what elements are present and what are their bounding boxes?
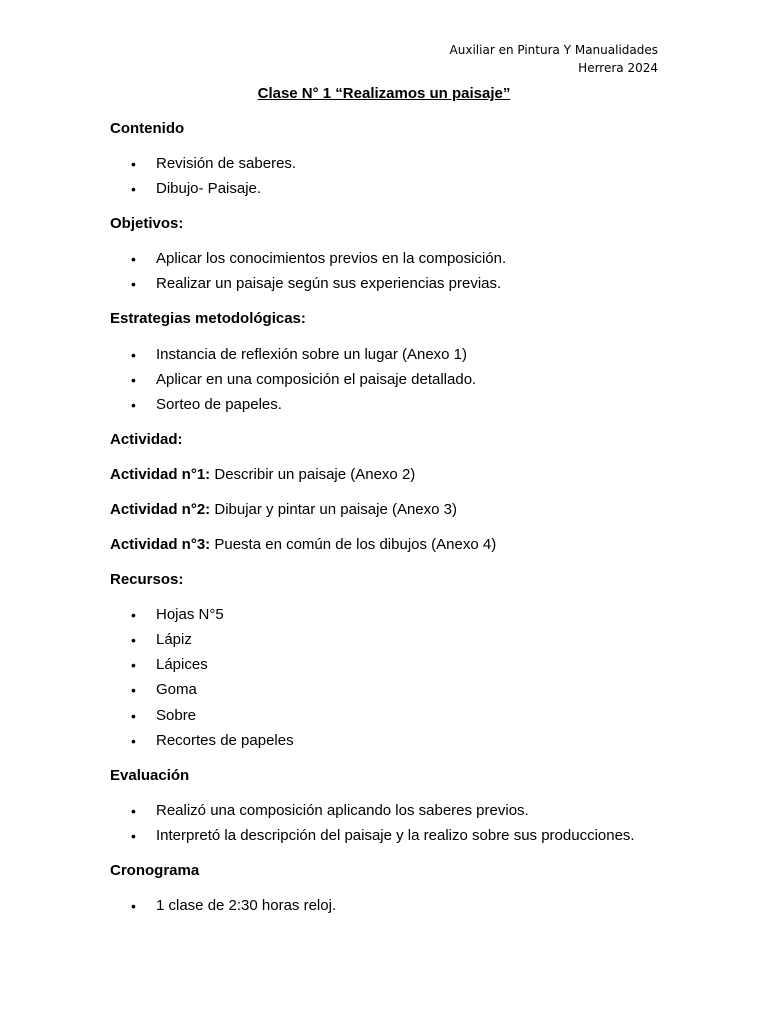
list-item-text: Aplicar en una composición el paisaje detallado. bbox=[156, 371, 477, 388]
bullet-icon: • bbox=[131, 607, 136, 623]
section-heading-actividad: Actividad: bbox=[110, 431, 183, 448]
bullet-icon: • bbox=[131, 156, 136, 172]
list-item-text: Realizó una composición aplicando los saberes previos. bbox=[156, 802, 529, 819]
activity-line-2 bbox=[110, 500, 457, 520]
list-item-text: Sobre bbox=[156, 707, 197, 724]
activity-line-3 bbox=[110, 535, 496, 555]
bullet-icon: • bbox=[131, 632, 136, 648]
activity-label: Actividad n°3: bbox=[110, 536, 211, 553]
bullet-icon: • bbox=[131, 682, 136, 698]
activity-text: Describir un paisaje (Anexo 2) bbox=[210, 466, 416, 483]
bullet-icon: • bbox=[131, 347, 136, 363]
page-title: Clase N° 1 “Realizamos un paisaje” bbox=[257, 85, 511, 102]
section-heading-cronograma: Cronograma bbox=[110, 862, 200, 879]
activity-text: Dibujar y pintar un paisaje (Anexo 3) bbox=[210, 501, 457, 518]
bullet-icon: • bbox=[131, 397, 136, 413]
list-item-text: 1 clase de 2:30 horas reloj. bbox=[156, 897, 337, 914]
list-item-text: Lápices bbox=[156, 656, 208, 673]
activity-label: Actividad n°2: bbox=[110, 501, 211, 518]
bullet-icon: • bbox=[131, 803, 136, 819]
bullet-icon: • bbox=[131, 898, 136, 914]
list-item-text: Realizar un paisaje según sus experiencias previas. bbox=[156, 275, 502, 292]
bullet-icon: • bbox=[131, 181, 136, 197]
list-item-text: Dibujo- Paisaje. bbox=[156, 180, 262, 197]
bullet-icon: • bbox=[131, 251, 136, 267]
list-item-text: Goma bbox=[156, 681, 197, 698]
bullet-icon: • bbox=[131, 372, 136, 388]
section-heading-estrategias: Estrategias metodológicas: bbox=[110, 310, 306, 327]
section-heading-evaluacion: Evaluación bbox=[110, 767, 190, 784]
list-item-text: Interpretó la descripción del paisaje y la realizo sobre sus producciones. bbox=[156, 827, 635, 844]
list-item-text: Instancia de reflexión sobre un lugar (Anexo 1) bbox=[156, 346, 468, 363]
section-heading-objetivos: Objetivos: bbox=[110, 215, 184, 232]
bullet-icon: • bbox=[131, 276, 136, 292]
activity-text: Puesta en común de los dibujos (Anexo 4) bbox=[210, 536, 497, 553]
list-item-text: Sorteo de papeles. bbox=[156, 396, 282, 413]
section-heading-recursos: Recursos: bbox=[110, 571, 184, 588]
list-item-text: Lápiz bbox=[156, 631, 192, 648]
list-item-text: Aplicar los conocimientos previos en la composición. bbox=[156, 250, 507, 267]
list-item-text: Hojas N°5 bbox=[156, 606, 224, 623]
document-header bbox=[450, 41, 658, 77]
list-item-text: Recortes de papeles bbox=[156, 732, 294, 749]
bullet-icon: • bbox=[131, 828, 136, 844]
header-author-year: Herrera 2024 bbox=[578, 61, 658, 75]
list-item-text: Revisión de saberes. bbox=[156, 155, 297, 172]
section-heading-contenido: Contenido bbox=[110, 120, 185, 137]
bullet-icon: • bbox=[131, 657, 136, 673]
bullet-icon: • bbox=[131, 708, 136, 724]
header-course-name: Auxiliar en Pintura Y Manualidades bbox=[449, 43, 658, 57]
activity-line-1 bbox=[110, 465, 415, 485]
bullet-icon: • bbox=[131, 733, 136, 749]
activity-label: Actividad n°1: bbox=[110, 466, 211, 483]
